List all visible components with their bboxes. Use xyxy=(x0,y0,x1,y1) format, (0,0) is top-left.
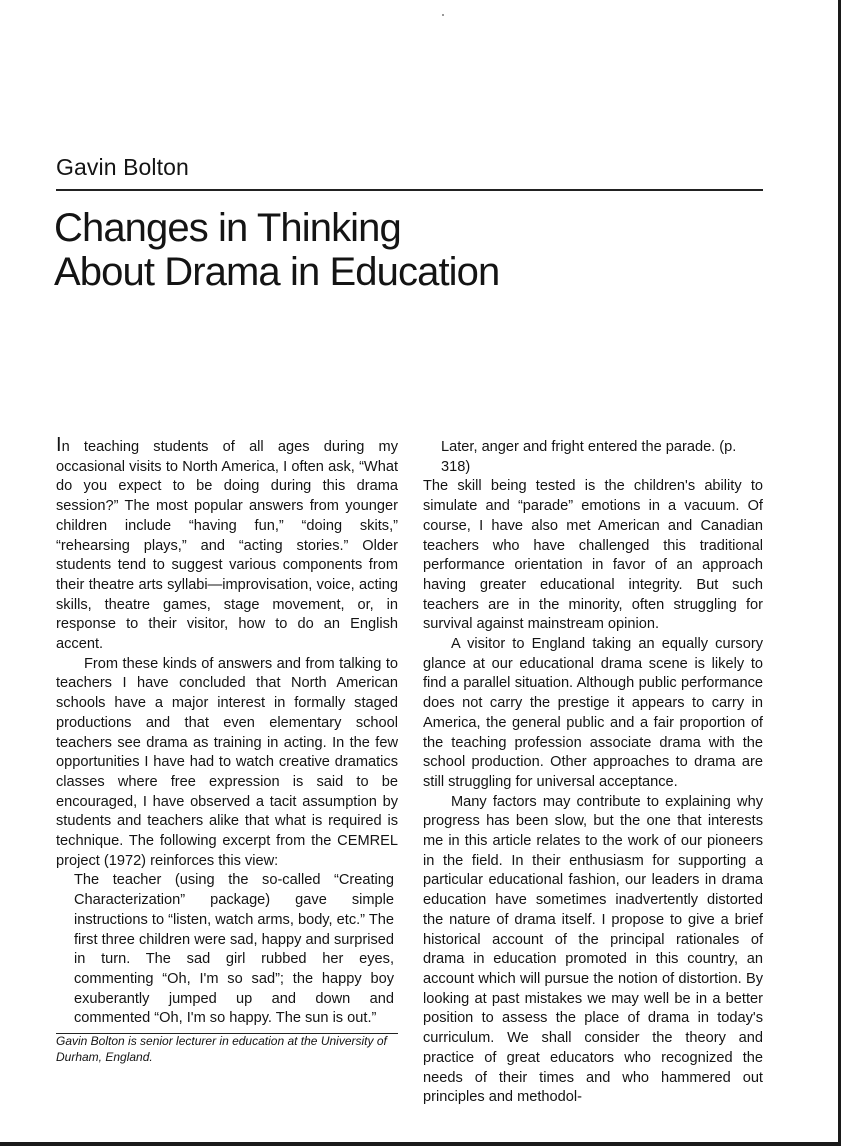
left-column xyxy=(56,434,398,1065)
title-line-2: About Drama in Education xyxy=(54,250,500,294)
drop-cap: I xyxy=(56,434,62,456)
scan-speck xyxy=(442,14,444,16)
right-column xyxy=(423,438,763,1108)
title-line-1: Changes in Thinking xyxy=(54,206,401,250)
author-footnote: Gavin Bolton is senior lecturer in education at the University of Durham, England. xyxy=(56,1034,387,1064)
block-quote-continued: Later, anger and fright entered the parade. (p. 318) xyxy=(441,439,737,475)
body-paragraph: From these kinds of answers and from talking to teachers I have concluded that North American schools have a major interest in formally staged productions and that even elementary school teachers see drama as training in acting. In the few opportunities I have had to watch creative dramatics classes where free expression is said to be encouraged, I have observed a tacit assumption by students and teachers alike that what is required is technique. The following excerpt from the CEMREL project (1972) reinforces this view: xyxy=(56,655,398,869)
body-paragraph: A visitor to England taking an equally cursory glance at our educational drama scene is likely to find a parallel situation. Although public performance does not carry the prestige it appears to carry in America, the general public and a fair proportion of the teaching profession associate drama with the school production. Other approaches to drama are still struggling for universal acceptance. xyxy=(423,636,763,790)
body-paragraph: The skill being tested is the children's ability to simulate and “parade” emotions in a vacuum. Of course, I have also met American and Canadian teachers who have challenged this traditional performance orientation in favor of an approach having greater educational integrity. But such teachers are in the minority, often struggling for survival against mainstream opinion. xyxy=(423,478,763,633)
header-rule xyxy=(56,189,763,191)
body-paragraph: Many factors may contribute to explaining why progress has been slow, but the one that interests me in this article relates to the work of our pioneers in the field. In their enthusiasm for supporting a particular educational fashion, our leaders in drama education have sometimes inadvertently distorted the nature of drama itself. I propose to give a brief historical account of the principal rationales of drama in education promoted in this country, an account which will pursue the notion of distortion. By looking at past mistakes we may well be in a better position to assess the place of drama in today's curriculum. We shall consider the theory and practice of great educators who recognized the needs of their times and who hammered out principles and methodol- xyxy=(423,793,763,1106)
author-name: Gavin Bolton xyxy=(56,154,189,180)
block-quote: The teacher (using the so-called “Creating Characterization” package) gave simple instructions to “listen, watch arms, body, etc.” The first three children were sad, happy and surprised in turn. The sad girl rubbed her eyes, commenting “Oh, I'm so sad”; the happy boy exuberantly jumped up and down and commented “Oh, I'm so happy. The sun is out.” xyxy=(74,872,394,1027)
intro-paragraph-text: n teaching students of all ages during my occasional visits to North America, I often ask, “What do you expect to be doing during this drama session?” The most popular answers from younger children include “having fun,” “doing skits,” “rehearsing plays,” and “acting stories.” Older students tend to suggest various components from their theatre arts syllabi—improvisation, voice, acting skills, theatre games, stage movement, or, in response to their visitor, how to do an English accent. xyxy=(56,439,398,653)
intro-paragraph xyxy=(56,434,398,655)
article-title xyxy=(54,206,754,294)
scan-edge-bottom xyxy=(0,1142,841,1146)
